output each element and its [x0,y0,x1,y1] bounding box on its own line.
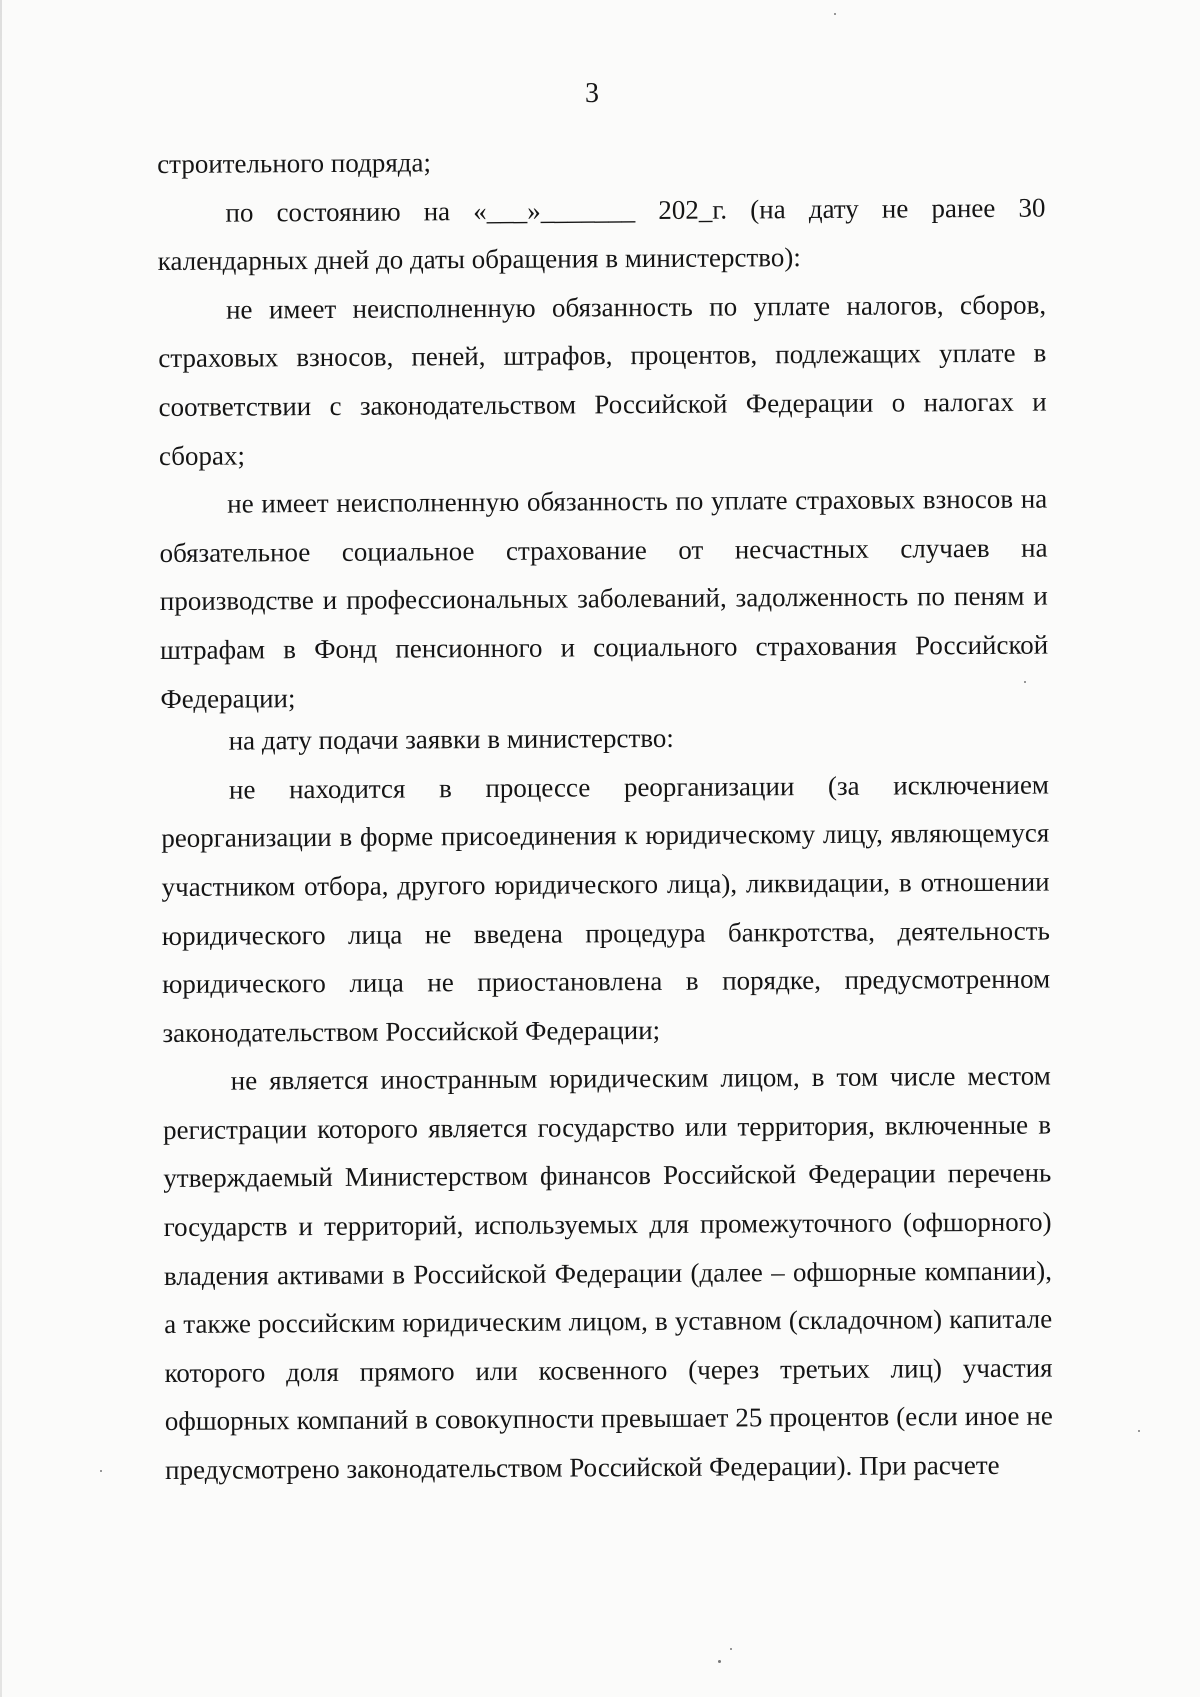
scan-speck [1024,681,1026,683]
paragraph-offshore-status: не является иностранным юридическим лицом, в том числе местом регистрации которого является государство или территория, включенные в утверждаемый Министерством финансов Российской Федерации перечень государств и территорий, используемых для промежуточного (офшорного) владения активами в Российской Федерации (далее – офшорные компании), а также российским юридическим лицом, в уставном (складочном) капитале которого доля прямого или косвенного (через третьих лиц) участия офшорных компаний в совокупности превышает 25 процентов (если иное не предусмотрено законодательством Российской Федерации). При расчете [162,1060,1053,1486]
paragraph-reorganization-status: не находится в процессе реорганизации (за исключением реорганизации в форме присоединения к юридическому лицу, являющемуся участником отбора, другого юридического лица), ликвидации, в отношении юридического лица не введена процедура банкротства, деятельность юридического лица не приостановлена в порядке, предусмотренном законодательством Российской Федерации; [161,769,1051,1048]
document-body [157,135,1053,1495]
scan-left-edge [0,0,2,1697]
scan-speck [834,13,836,15]
scan-speck [1138,1430,1140,1432]
paragraph-construction-contract: строительного подряда; [157,147,432,179]
paragraph-insurance-obligation: не имеет неисполненную обязанность по уплате страховых взносов на обязательное социальное страхование от несчастных случаев на производстве и профессиональных заболеваний, задолженность по пеням и штрафам в Фонд пенсионного и социального страхования Российской Федерации; [159,483,1049,714]
paragraph-application-date: на дату подачи заявки в министерство: [228,722,674,756]
paragraph-tax-obligation: не имеет неисполненную обязанность по уплате налогов, сборов, страховых взносов, пеней, штрафов, процентов, подлежащих уплате в соответствии с законодательством Российской Федерации о налогах и сборах; [158,289,1047,471]
page-number: 3 [585,78,599,109]
scan-speck [100,1470,102,1472]
scan-speck [718,1660,721,1663]
paragraph-status-date: по состоянию на «___»_______ 202_г. (на дату не ранее 30 календарных дней до даты обращения в министерство): [157,192,1046,277]
scan-speck [730,1648,732,1650]
